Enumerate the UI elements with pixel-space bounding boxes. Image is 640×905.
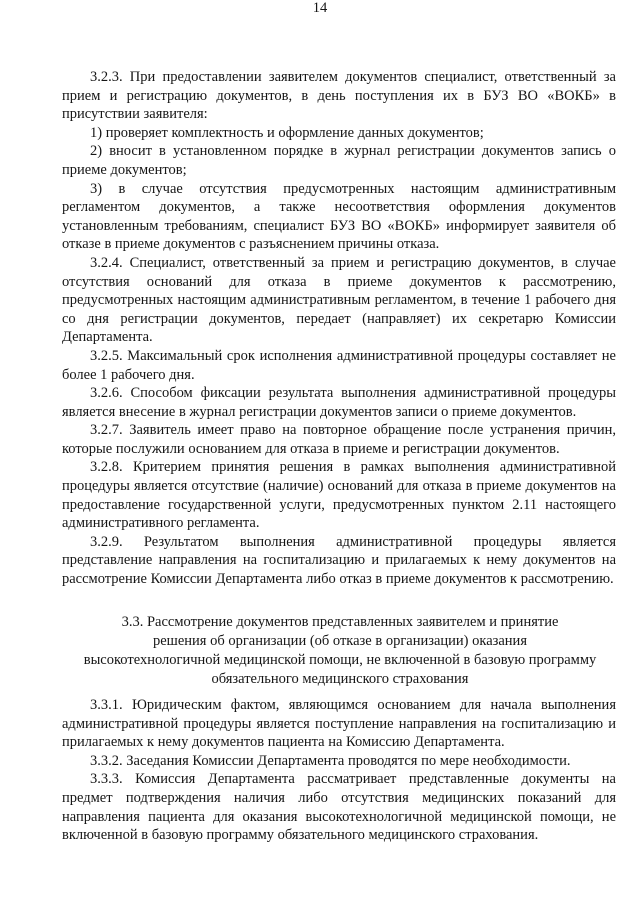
page-number: 14 (312, 0, 328, 16)
section-heading-3-3: 3.3. Рассмотрение документов представленных заявителем и принятие решения об организации (об отказе в организации) оказания высокотехнологичной медицинской помощи, не включенной в базовую программу обязательного медицинского страхования (83, 614, 597, 687)
paragraph-item-2: 2) вносит в установленном порядке в журнал регистрации документов запись о приеме документов; (62, 143, 616, 178)
paragraph-3-3-1: 3.3.1. Юридическим фактом, являющимся основанием для начала выполнения административной процедуры является поступление направления на госпитализацию и прилагаемых к нему документов пациента на Комиссию Департамента. (62, 697, 616, 751)
paragraph-3-2-5: 3.2.5. Максимальный срок исполнения административной процедуры составляет не более 1 рабочего дня. (62, 347, 616, 383)
paragraph-item-3: 3) в случае отсутствия предусмотренных настоящим административным регламентом документов, а также несоответствия оформления документов установленным требованиям, специалист БУЗ ВО «ВОКБ» информирует заявителя об отказе в приеме документов с разъяснением причины отказа. (62, 180, 616, 253)
paragraph-3-2-7: 3.2.7. Заявитель имеет право на повторное обращение после устранения причин, которые послужили основанием для отказа в приеме и регистрации документов. (62, 422, 616, 457)
paragraph-3-3-2: 3.3.2. Заседания Комиссии Департамента проводятся по мере необходимости. (90, 752, 571, 769)
paragraph-3-2-4: 3.2.4. Специалист, ответственный за прием и регистрацию документов, в случае отсутствия оснований для отказа в приеме документов к рассмотрению, предусмотренных настоящим административным регламентом, в течение 1 рабочего дня со дня регистрации документов, передает (направляет) их секретарю Комиссии Департамента. (62, 254, 616, 346)
paragraph-3-2-6: 3.2.6. Способом фиксации результата выполнения административной процедуры является внесение в журнал регистрации документов записи о приеме документов. (62, 385, 616, 420)
paragraph-3-2-3: 3.2.3. При предоставлении заявителем документов специалист, ответственный за прием и регистрацию документов, в день поступления их в БУЗ ВО «ВОКБ» в присутствии заявителя: (62, 69, 616, 123)
paragraph-3-3-3: 3.3.3. Комиссия Департамента рассматривает представленные документы на предмет подтверждения наличия либо отсутствия медицинских показаний для направления пациента для оказания высокотехнологичной медицинской помощи, не включенной в базовую программу обязательного медицинского страхования. (62, 771, 616, 844)
document-body-upper (62, 68, 616, 589)
paragraph-item-1: 1) проверяет комплектность и оформление данных документов; (90, 124, 484, 141)
document-body-lower (62, 696, 616, 845)
paragraph-3-2-8: 3.2.8. Критерием принятия решения в рамках выполнения административной процедуры является отсутствие (наличие) оснований для отказа в приеме документов на предоставление государственной услуги, предусмотренных пунктом 2.11 настоящего административного регламента. (62, 459, 616, 532)
paragraph-3-2-9: 3.2.9. Результатом выполнения административной процедуры является представление направления на госпитализацию и прилагаемых к нему документов на рассмотрение Комиссии Департамента либо отказ в приеме документов к рассмотрению. (62, 533, 616, 588)
